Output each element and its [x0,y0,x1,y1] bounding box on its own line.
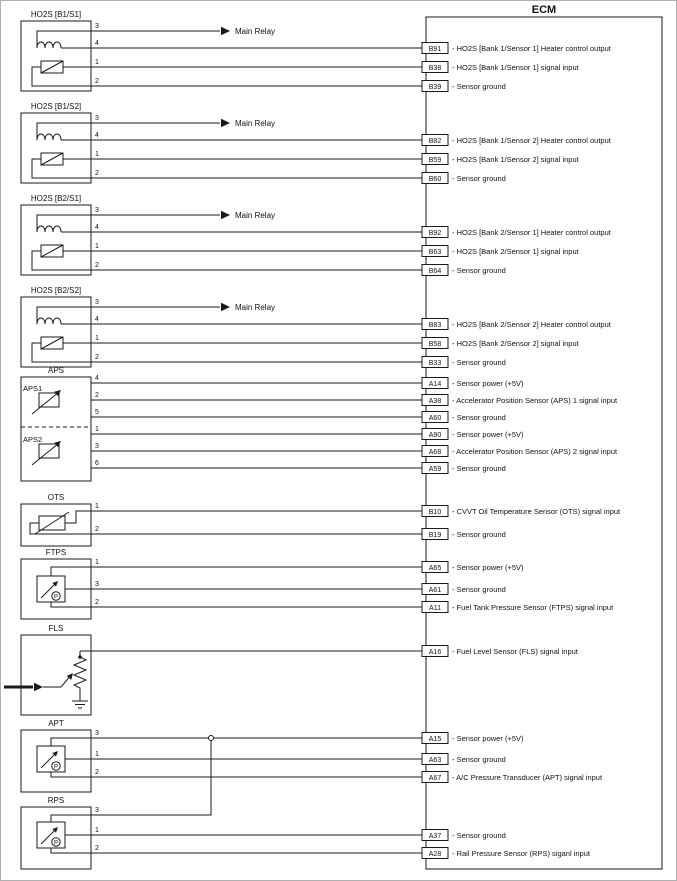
ecm-pin-code: B19 [428,531,442,539]
main-relay-arrow-icon [221,119,230,128]
pin-number: 3 [95,115,99,122]
ecm-pin-desc: - Fuel Tank Pressure Sensor (FTPS) signal input [452,602,614,612]
pin-number: 2 [95,845,99,852]
sensor-port-label: P [53,764,59,771]
ecm-pin-desc: - HO2S [Bank 1/Sensor 2] Heater control output [452,135,611,145]
pin-number: 1 [95,335,99,342]
pin-number: 2 [95,769,99,776]
ecm-pin-code: A15 [428,735,442,743]
component-label: APS [47,366,65,375]
pin-number: 1 [95,503,99,510]
ecm-pin-desc: - Sensor ground [452,265,506,275]
main-relay-label: Main Relay [235,211,276,220]
pin-number: 4 [95,132,99,139]
ecm-title: ECM [531,4,557,16]
pin-number: 3 [95,443,99,450]
component-label: HO2S [B1/S2] [30,102,82,111]
pin-number: 1 [95,243,99,250]
ecm-pin-desc: - Sensor power (+5V) [452,378,524,388]
ecm-pin-desc: - CVVT Oil Temperature Sensor (OTS) signal input [452,506,621,516]
pin-number: 2 [95,392,99,399]
main-relay-arrow-icon [221,303,230,312]
ecm-pin-desc: - HO2S [Bank 1/Sensor 1] signal input [452,62,579,72]
ecm-pin-code: B63 [428,248,442,256]
ecm-pin-desc: - Sensor ground [452,830,506,840]
ecm-pin-code: B92 [428,229,442,237]
pin-number: 3 [95,299,99,306]
main-relay-label: Main Relay [235,303,276,312]
ecm-pin-code: B64 [428,267,442,275]
pin-number: 4 [95,316,99,323]
ecm-pin-code: A90 [428,431,442,439]
main-relay-label: Main Relay [235,119,276,128]
pin-number: 1 [95,151,99,158]
pin-number: 4 [95,224,99,231]
wire-to-junction [91,741,211,815]
pin-number: 2 [95,526,99,533]
ecm-pin-desc: - HO2S [Bank 2/Sensor 2] Heater control output [452,319,611,329]
ecm-pin-desc: - HO2S [Bank 2/Sensor 1] signal input [452,246,579,256]
ecm-pin-code: B39 [428,83,442,91]
ecm-pin-code: A16 [428,648,442,656]
sensor-port-label: P [53,840,59,847]
ecm-pin-code: B91 [428,45,442,53]
component-label: FTPS [45,548,67,557]
component-label: APT [48,719,64,728]
pin-number: 1 [95,59,99,66]
ecm-pin-code: A65 [428,564,442,572]
component-box [21,635,91,715]
pin-number: 3 [95,23,99,30]
ecm-pin-code: A61 [428,586,442,594]
ecm-pin-code: B83 [428,321,442,329]
ecm-pin-desc: - HO2S [Bank 1/Sensor 2] signal input [452,154,579,164]
pin-number: 4 [95,375,99,382]
ecm-pin-code: A59 [428,465,442,473]
ecm-pin-desc: - Sensor ground [452,357,506,367]
main-relay-label: Main Relay [235,27,276,36]
component-label: HO2S [B2/S2] [30,286,82,295]
ecm-pin-code: A63 [428,756,442,764]
pin-number: 2 [95,354,99,361]
pin-number: 1 [95,559,99,566]
ecm-pin-desc: - Sensor ground [452,412,506,422]
pin-number: 2 [95,599,99,606]
pin-number: 2 [95,78,99,85]
ecm-pin-desc: - Sensor power (+5V) [452,733,524,743]
ecm-pin-code: A67 [428,774,442,782]
ecm-pin-code: B10 [428,508,442,516]
ecm-pin-code: A60 [428,414,442,422]
ecm-pin-code: A28 [428,850,442,858]
ecm-pin-desc: - Sensor ground [452,754,506,764]
component-label: HO2S [B1/S1] [30,10,82,19]
ecm-pin-desc: - Sensor ground [452,529,506,539]
ecm-pin-desc: - Sensor ground [452,81,506,91]
ecm-pin-desc: - Rail Pressure Sensor (RPS) siganl input [452,848,590,858]
ecm-pin-code: A14 [428,380,442,388]
ecm-pin-desc: - HO2S [Bank 1/Sensor 1] Heater control output [452,43,611,53]
pin-number: 2 [95,262,99,269]
pin-number: 5 [95,409,99,416]
pin-number: 1 [95,426,99,433]
pin-number: 3 [95,207,99,214]
ecm-pin-desc: - Fuel Level Sensor (FLS) signal input [452,646,578,656]
component-label: FLS [48,624,64,633]
ecm-pin-code: A37 [428,832,442,840]
ecm-pin-desc: - Sensor power (+5V) [452,429,524,439]
main-relay-arrow-icon [221,211,230,220]
pin-number: 3 [95,807,99,814]
aps2-label: APS2 [23,435,43,444]
ecm-pin-desc: - HO2S [Bank 2/Sensor 2] signal input [452,338,579,348]
ecm-pin-desc: - Sensor power (+5V) [452,562,524,572]
ecm-pin-desc: - Accelerator Position Sensor (APS) 2 signal input [452,446,618,456]
main-relay-arrow-icon [221,27,230,36]
ecm-pin-code: B59 [428,156,442,164]
ecm-pin-code: A38 [428,397,442,405]
pin-number: 2 [95,170,99,177]
sensor-port-label: P [53,594,59,601]
component-label: HO2S [B2/S1] [30,194,82,203]
wire-junction-circle [209,736,214,741]
ecm-pin-code: B82 [428,137,442,145]
ecm-pin-desc: - Accelerator Position Sensor (APS) 1 signal input [452,395,618,405]
pin-number: 1 [95,751,99,758]
ecm-pin-code: B33 [428,359,442,367]
pin-number: 3 [95,730,99,737]
pin-number: 6 [95,460,99,467]
ecm-pin-code: B38 [428,64,442,72]
ecm-pin-code: B58 [428,340,442,348]
ecm-pin-desc: - HO2S [Bank 2/Sensor 1] Heater control output [452,227,611,237]
aps1-label: APS1 [23,384,43,393]
component-label: RPS [47,796,65,805]
junction-dot [78,655,82,659]
pin-number: 1 [95,827,99,834]
ecm-pin-code: A11 [429,604,441,612]
ecm-wiring-diagram [1,1,676,880]
ecm-pin-desc: - Sensor ground [452,463,506,473]
ecm-pin-code: A68 [428,448,442,456]
pin-number: 4 [95,40,99,47]
ecm-pin-desc: - Sensor ground [452,584,506,594]
ecm-pin-desc: - A/C Pressure Transducer (APT) signal input [452,772,603,782]
ecm-pin-desc: - Sensor ground [452,173,506,183]
component-label: OTS [47,493,65,502]
ecm-pin-code: B60 [428,175,442,183]
pin-number: 3 [95,581,99,588]
